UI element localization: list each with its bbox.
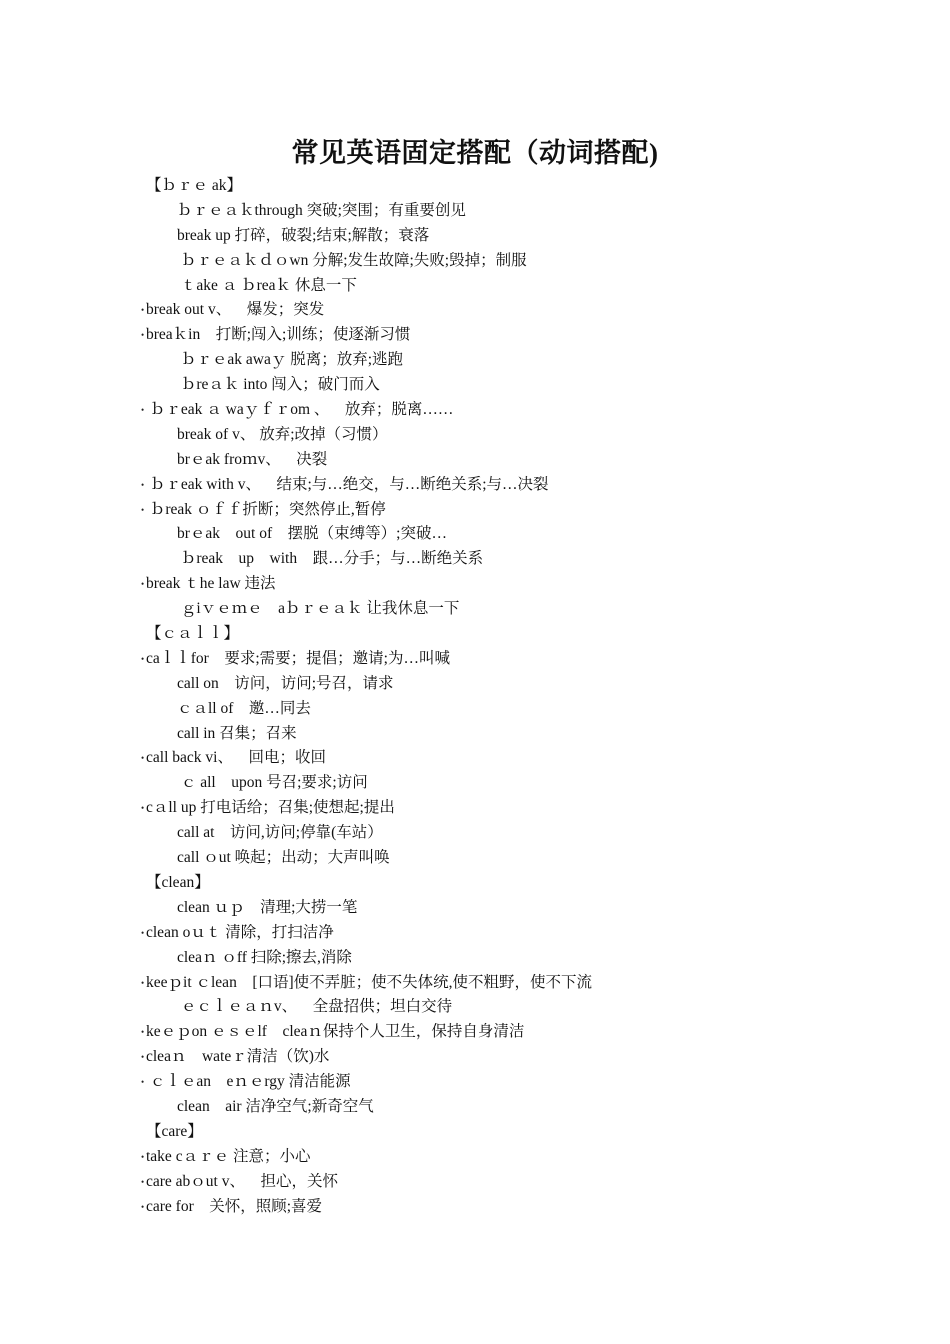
section-heading bbox=[0, 871, 950, 896]
phrase-entry bbox=[0, 1195, 950, 1220]
phrase-entry bbox=[0, 348, 950, 373]
phrase-entry bbox=[0, 423, 950, 448]
bullet-marker-icon: • bbox=[141, 479, 145, 490]
phrase-entry bbox=[0, 547, 950, 572]
bullet-marker-icon: • bbox=[141, 753, 145, 764]
phrase-entry bbox=[0, 522, 950, 547]
phrase-entry bbox=[0, 697, 950, 722]
entry-text: ｂｒｅａｋｄｏwn 分解;发生故障;失败;毁掉；制服 bbox=[177, 251, 527, 269]
bullet-marker-icon: • bbox=[141, 1151, 145, 1162]
phrase-entry bbox=[0, 921, 950, 946]
entry-text: clean ｕｐ 清理;大捞一笔 bbox=[177, 898, 358, 916]
entry-text: ｅｃｌｅａｎv、 全盘招供；坦白交待 bbox=[177, 998, 453, 1016]
entry-text: call on 访问，访问;号召，请求 bbox=[177, 674, 394, 692]
bullet-marker-icon: • bbox=[141, 504, 145, 515]
entry-text: ｂｒｅａｋthrough 突破;突围；有重要创见 bbox=[177, 201, 466, 219]
section-heading bbox=[0, 1120, 950, 1145]
bullet-marker-icon: • bbox=[141, 1077, 145, 1088]
phrase-entry bbox=[0, 746, 950, 771]
bullet-marker-icon: • bbox=[141, 653, 145, 664]
phrase-entry bbox=[0, 298, 950, 323]
entry-text: cleaｎ ｏff 扫除;擦去,消除 bbox=[177, 948, 352, 966]
phrase-entry bbox=[0, 896, 950, 921]
bullet-marker-icon: • bbox=[141, 1027, 145, 1038]
section-heading bbox=[0, 622, 950, 647]
entry-text: ｂreak ｏｆｆ折断；突然停止,暂停 bbox=[146, 500, 386, 518]
entry-text: breaｋin 打断;闯入;训练；使逐渐习惯 bbox=[146, 326, 411, 344]
bullet-marker-icon: • bbox=[141, 803, 145, 814]
phrase-entry bbox=[0, 995, 950, 1020]
phrase-entry bbox=[0, 1020, 950, 1045]
entry-text: call at 访问,访问;停靠(车站） bbox=[177, 824, 383, 842]
entry-text: 【ｃａｌｌ】 bbox=[146, 625, 240, 643]
entry-text: clean air 洁净空气;新奇空气 bbox=[177, 1097, 374, 1115]
phrase-entry bbox=[0, 323, 950, 348]
phrase-entry bbox=[0, 821, 950, 846]
entry-text: care for 关怀，照顾;喜爱 bbox=[146, 1197, 323, 1215]
entry-text: break of v、 放弃;改掉（习惯） bbox=[177, 425, 388, 443]
entry-text: take cａｒｅ 注意；小心 bbox=[146, 1147, 311, 1165]
phrase-entry bbox=[0, 373, 950, 398]
phrase-entry bbox=[0, 1095, 950, 1120]
entry-text: ｃｌｅan eｎｅrgy 清洁能源 bbox=[146, 1073, 351, 1091]
phrase-entry bbox=[0, 398, 950, 423]
entry-text: cleaｎ wateｒ清洁（饮)水 bbox=[146, 1048, 330, 1066]
entry-text: clean oｕｔ 清除，打扫洁净 bbox=[146, 923, 334, 941]
phrase-entry bbox=[0, 1145, 950, 1170]
bullet-marker-icon: • bbox=[141, 977, 145, 988]
phrase-entry bbox=[0, 597, 950, 622]
phrase-entry bbox=[0, 846, 950, 871]
bullet-marker-icon: • bbox=[141, 305, 145, 316]
phrase-entry bbox=[0, 199, 950, 224]
phrase-entry bbox=[0, 224, 950, 249]
entry-text: cａll up 打电话给；召集;使想起;提出 bbox=[146, 799, 395, 817]
phrase-entry bbox=[0, 1070, 950, 1095]
section-heading bbox=[0, 174, 950, 199]
entry-text: care abｏut v、 担心，关怀 bbox=[146, 1172, 338, 1190]
entry-text: ｇiｖｅｍｅ aｂｒｅａｋ 让我休息一下 bbox=[177, 600, 460, 618]
phrase-entry bbox=[0, 473, 950, 498]
phrase-entry bbox=[0, 1170, 950, 1195]
phrase-entry bbox=[0, 796, 950, 821]
bullet-marker-icon: • bbox=[141, 579, 145, 590]
entry-text: ｂreａｋ into 闯入；破门而入 bbox=[177, 376, 380, 394]
phrase-entry bbox=[0, 448, 950, 473]
entry-text: break out v、 爆发；突发 bbox=[146, 301, 325, 319]
bullet-marker-icon: • bbox=[141, 1052, 145, 1063]
phrase-entry bbox=[0, 946, 950, 971]
entry-text: brｅak froｍv、 决裂 bbox=[177, 450, 328, 468]
phrase-entry bbox=[0, 498, 950, 523]
entry-text: ｔake ａ ｂreaｋ 休息一下 bbox=[177, 276, 357, 294]
phrase-entry bbox=[0, 572, 950, 597]
entry-text: ｃ all upon 号召;要求;访问 bbox=[177, 774, 368, 792]
entry-text: keｅｐon ｅｓｅlf cleaｎ保持个人卫生，保持自身清洁 bbox=[146, 1023, 525, 1041]
entry-text: ｂｒeak with v、 结束;与…绝交，与…断绝关系;与…决裂 bbox=[146, 475, 549, 493]
entry-text: keeｐit ｃlean [口语]使不弄脏；使不失体统,使不粗野，使不下流 bbox=[146, 973, 593, 991]
entry-text: break ｔhe law 违法 bbox=[146, 575, 276, 593]
entry-list bbox=[0, 174, 950, 1219]
phrase-entry bbox=[0, 274, 950, 299]
phrase-entry bbox=[0, 249, 950, 274]
entry-text: ｂｒｅak awaｙ 脱离；放弃;逃跑 bbox=[177, 351, 404, 369]
entry-text: 【clean】 bbox=[146, 873, 210, 891]
phrase-entry bbox=[0, 1045, 950, 1070]
bullet-marker-icon: • bbox=[141, 330, 145, 341]
phrase-entry bbox=[0, 971, 950, 996]
bullet-marker-icon: • bbox=[141, 927, 145, 938]
bullet-marker-icon: • bbox=[141, 405, 145, 416]
entry-text: 【ｂｒｅ ak】 bbox=[146, 177, 243, 194]
phrase-entry bbox=[0, 722, 950, 747]
phrase-entry bbox=[0, 647, 950, 672]
phrase-entry bbox=[0, 771, 950, 796]
entry-text: caｌｌfor 要求;需要；提倡；邀请;为…叫喊 bbox=[146, 649, 450, 667]
entry-text: call back vi、 回电；收回 bbox=[146, 749, 326, 767]
entry-text: call ｏut 唤起；出动；大声叫唤 bbox=[177, 849, 390, 867]
bullet-marker-icon: • bbox=[141, 1201, 145, 1212]
document-title: 常见英语固定搭配（动词搭配) bbox=[291, 138, 659, 168]
entry-text: ｃａll of 邀…同去 bbox=[177, 699, 311, 717]
phrase-entry bbox=[0, 672, 950, 697]
entry-text: break up 打碎，破裂;结束;解散；衰落 bbox=[177, 226, 430, 244]
entry-text: 【care】 bbox=[146, 1122, 203, 1140]
entry-text: call in 召集；召来 bbox=[177, 724, 297, 742]
entry-text: ｂｒeak ａ waｙｆｒom 、 放弃；脱离…… bbox=[146, 401, 454, 419]
entry-text: ｂreak up with 跟…分手；与…断绝关系 bbox=[177, 550, 484, 568]
entry-text: brｅak out of 摆脱（束缚等）;突破… bbox=[177, 525, 447, 543]
bullet-marker-icon: • bbox=[141, 1176, 145, 1187]
